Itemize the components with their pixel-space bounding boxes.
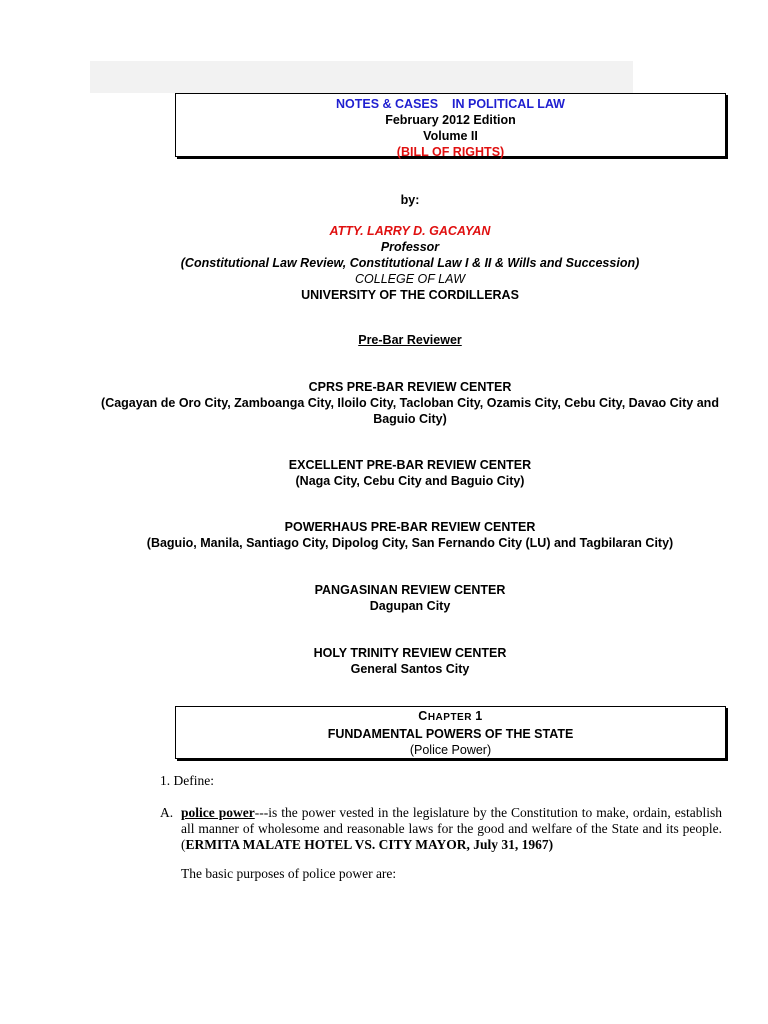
defined-term: police power bbox=[181, 805, 255, 820]
title-box bbox=[175, 93, 726, 157]
center-location: (Baguio, Manila, Santiago City, Dipolog City, San Fernando City (LU) and Tagbilaran City) bbox=[146, 536, 674, 550]
author-name: ATTY. LARRY D. GACAYAN bbox=[329, 224, 491, 238]
center-location: (Cagayan de Oro City, Zamboanga City, Iloilo City, Tacloban City, Ozamis City, Cebu City, Davao City and Baguio City) bbox=[101, 396, 719, 426]
chapter-title: FUNDAMENTAL POWERS OF THE STATE bbox=[327, 727, 574, 741]
author-subjects: (Constitutional Law Review, Constitutional Law I & II & Wills and Succession) bbox=[180, 256, 640, 270]
center-name: POWERHAUS PRE-BAR REVIEW CENTER bbox=[284, 520, 536, 534]
center-location: General Santos City bbox=[350, 662, 470, 676]
book-title: NOTES & CASES IN POLITICAL LAW bbox=[336, 97, 565, 111]
author-role: Professor bbox=[380, 240, 440, 254]
university: UNIVERSITY OF THE CORDILLERAS bbox=[301, 288, 519, 302]
center-location: Dagupan City bbox=[369, 599, 451, 613]
item-a-paragraph: police power---is the power vested in the legislature by the Constitution to make, ordain, establish all manner of wholesome and reasonable laws for the good and welfare of the State and its people. (ERMITA MALATE HOTEL VS. CITY MAYOR, July 31, 1967) bbox=[181, 805, 722, 852]
top-shaded-band bbox=[90, 61, 633, 93]
pre-bar-reviewer-heading: Pre-Bar Reviewer bbox=[358, 333, 462, 347]
chapter-subtitle: (Police Power) bbox=[409, 743, 492, 757]
center-name: PANGASINAN REVIEW CENTER bbox=[314, 583, 506, 597]
chapter-box bbox=[175, 706, 726, 759]
volume-subtitle: (BILL OF RIGHTS) bbox=[396, 145, 505, 159]
review-center-cprs bbox=[80, 379, 740, 427]
review-center-pangasinan bbox=[80, 582, 740, 614]
center-name: EXCELLENT PRE-BAR REVIEW CENTER bbox=[288, 458, 532, 472]
case-citation: ERMITA MALATE HOTEL VS. CITY MAYOR, July 31, 1967) bbox=[185, 837, 554, 852]
center-location: (Naga City, Cebu City and Baguio City) bbox=[295, 474, 525, 488]
basic-purposes-line: The basic purposes of police power are: bbox=[181, 866, 397, 881]
author-block bbox=[80, 223, 740, 303]
chapter-label: CHAPTER 1 bbox=[418, 709, 483, 723]
edition: February 2012 Edition bbox=[385, 113, 516, 127]
by-label: by: bbox=[400, 193, 420, 207]
item-a-label: A. bbox=[160, 805, 174, 820]
item-define: 1. Define: bbox=[160, 773, 214, 788]
college: COLLEGE OF LAW bbox=[355, 272, 465, 286]
review-center-holy-trinity bbox=[80, 645, 740, 677]
review-center-powerhaus bbox=[80, 519, 740, 551]
volume: Volume II bbox=[423, 129, 478, 143]
center-name: HOLY TRINITY REVIEW CENTER bbox=[313, 646, 507, 660]
review-center-excellent bbox=[80, 457, 740, 489]
center-name: CPRS PRE-BAR REVIEW CENTER bbox=[308, 380, 512, 394]
